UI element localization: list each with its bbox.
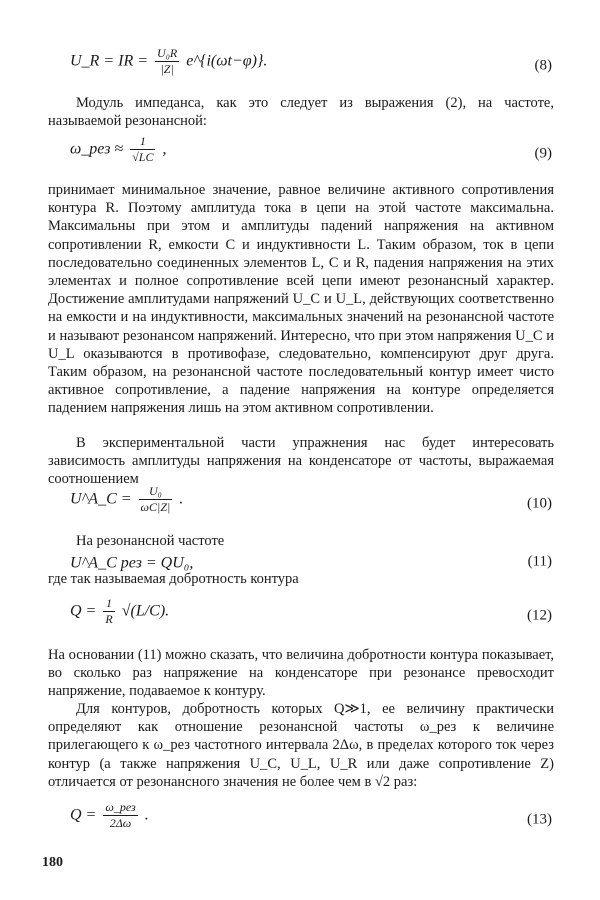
equation-10-denominator: ωC|Z| (140, 500, 171, 514)
equation-9-numerator: 1 (130, 134, 155, 150)
equation-8-denominator: |Z| (160, 62, 174, 76)
equation-10 (70, 484, 552, 524)
equation-8-left: U_R = IR = (70, 52, 153, 70)
equation-9-fraction (130, 134, 155, 165)
paragraph-resonance-description: принимает минимальное значение, равное величине активного сопротивления контура R. Поэтому амплитуда тока в цепи на этой частоте максимальна. Максимальны при этом и амплитуды падений напряжения на активном сопротивлении R, емкости C и индуктивности L. Таким образом, ток в цепи последовательно соединенных элементов L, C и R, падения напряжения на этих элементах и полное сопротивление всей цепи имеют резонансный характер. Достижение амплитудами напряжений U_C и U_L, действующих соответственно на емкости и на индуктивности, максимальных значений на резонансной частоте и называют резонансом напряжений. Интересно, что при этом напряжения U_C и U_L оказываются в противофазе, следовательно, компенсируют друг друга. Таким образом, на резонансной частоте последовательный контур имеет чисто активное сопротивление, а падение напряжения на контуре определяется падением напряжения лишь на этом активном сопротивлении. (48, 182, 554, 417)
equation-11-left: U^A_C рез = QU₀, (70, 554, 194, 572)
equation-12-left: Q = (70, 602, 101, 620)
equation-10-right: . (179, 490, 184, 508)
equation-8 (70, 46, 552, 86)
equation-12-right: √(L/C). (121, 602, 170, 620)
paragraph-quality-meaning: На основании (11) можно сказать, что величина добротности контура показывает, во сколько раз напряжение на конденсаторе при резонансе превосходит напряжение, подаваемое к контуру. (48, 647, 554, 700)
equation-10-number: (10) (527, 495, 552, 512)
equation-12-fraction (103, 596, 114, 627)
equation-12-number: (12) (527, 607, 552, 624)
paragraph-impedance-modulus: Модуль импеданса, как это следует из выражения (2), на частоте, называемой резонансной: (48, 95, 554, 130)
equation-10-fraction (139, 484, 173, 515)
equation-13-denominator: 2Δω (109, 816, 132, 830)
equation-9 (70, 134, 552, 174)
paragraph-experimental-part: В экспериментальной части упражнения нас будет интересовать зависимость амплитуды напряжения на конденсаторе от частоты, выражаемая соотношением (48, 435, 554, 488)
equation-11-number: (11) (527, 553, 552, 570)
equation-8-right: e^{i(ωt−φ)}. (186, 52, 268, 70)
equation-13-numerator: ω_рез (105, 800, 136, 814)
equation-10-left: U^A_C = (70, 490, 136, 508)
equation-13-fraction (103, 800, 137, 831)
equation-12 (70, 596, 552, 636)
equation-13 (70, 800, 552, 840)
page-number: 180 (42, 855, 63, 870)
equation-9-denominator: √LC (132, 150, 154, 164)
paragraph-resonance-frequency: На резонансной частоте (76, 533, 225, 549)
equation-8-number: (8) (534, 57, 552, 74)
equation-12-numerator: 1 (103, 596, 114, 612)
equation-9-number: (9) (534, 145, 552, 162)
paragraph-high-q-circuits: Для контуров, добротность которых Q≫1, ее величину практически определяют как отношение резонансной частоты ω_рез к величине прилегающего к ω_рез частотного интервала 2Δω, в пределах которого ток через контур (а также напряжения U_C, U_L, U_R или даже сопротивление Z) отличается от резонансного значения не более чем в √2 раз: (48, 701, 554, 790)
equation-13-left: Q = (70, 806, 101, 824)
equation-13-right: . (144, 806, 149, 824)
paragraph-quality-factor-intro: где так называемая добротность контура (48, 571, 299, 587)
equation-10-numerator: U₀ (139, 484, 173, 500)
equation-13-number: (13) (527, 811, 552, 828)
equation-9-right: , (162, 140, 167, 158)
equation-8-fraction (155, 46, 179, 77)
equation-12-denominator: R (105, 612, 113, 626)
equation-9-left: ω_рез ≈ (70, 140, 128, 158)
equation-8-numerator: U₀R (157, 46, 178, 60)
